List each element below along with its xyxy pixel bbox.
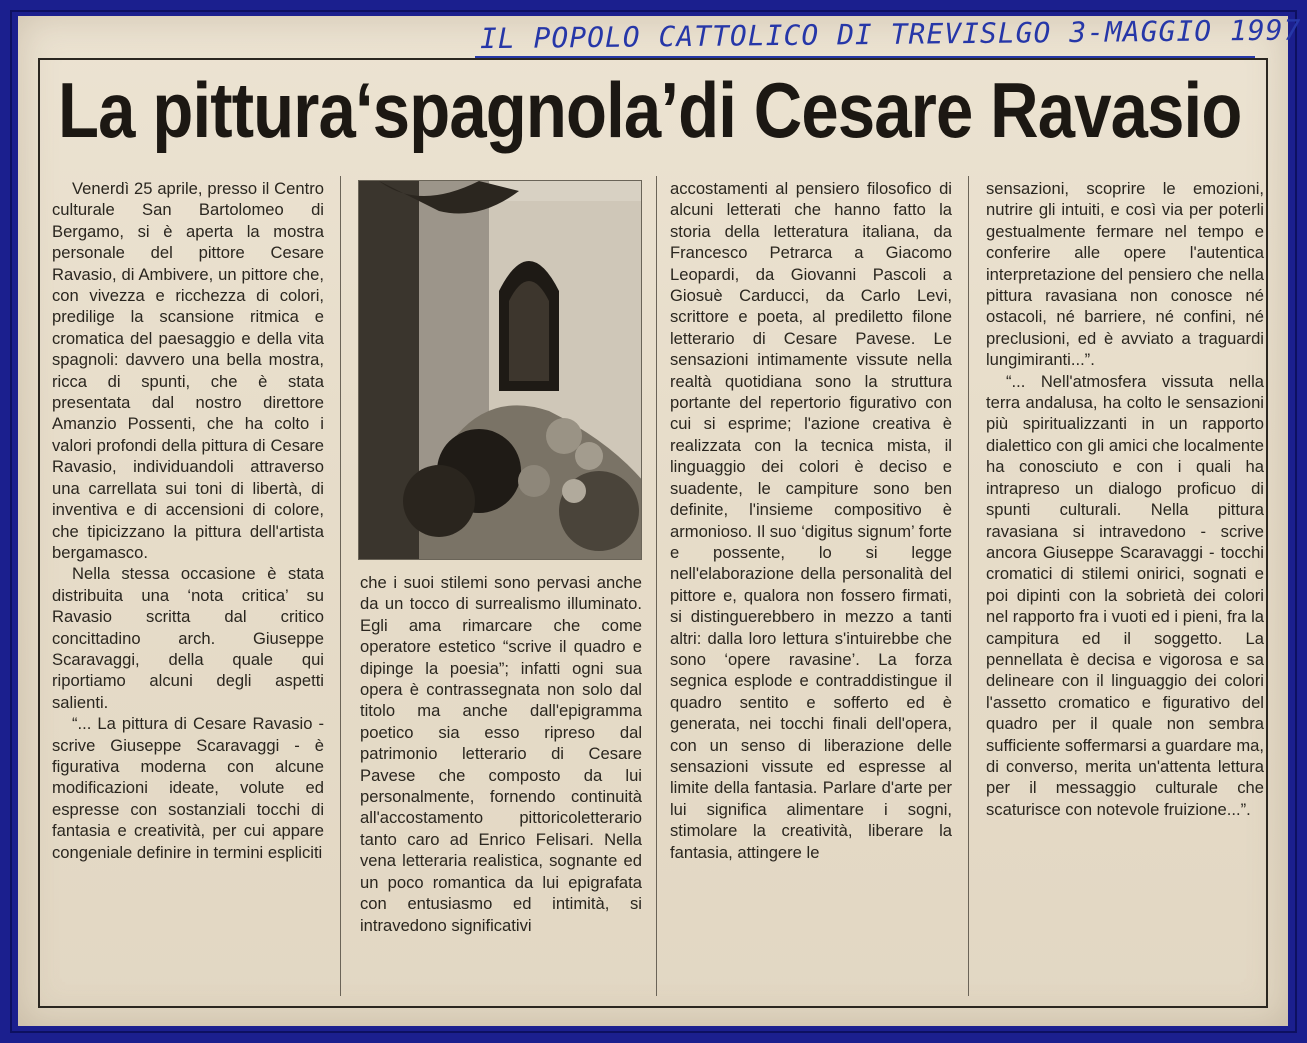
article-headline: La pittura‘spagnola’di Cesare Ravasio xyxy=(58,66,1242,154)
paragraph: “... Nell'atmosfera vissuta nella terra andalusa, ha colto le sensazioni più spiritualizzanti in un rapporto dialettico con gli amici che localmente ha conosciuto e con i quali ha intrapreso un dialogo proficuo di spunti culturali. Nella pittura ravasiana si intravedono - scrive ancora Giuseppe Scaravaggi - tocchi cromatici di stilemi onirici, sognati e poi dipinti con la sobrietà dei colori nel rapporto fra i vuoti ed i pieni, fra la campitura ed il soggetto. La pennellata è decisa e vigorosa e sa delineare con il linguaggio dei colori l'assetto cromatico e figurativo del quadro per il quale non sembra sufficiente soffermarsi a guardare ma, di converso, merita un'attenta lettura per il messaggio culturale che scaturisce con notevole fruizione...”. xyxy=(986,371,1264,819)
column-separator xyxy=(340,176,341,996)
paragraph: “... La pittura di Cesare Ravasio - scrive Giuseppe Scaravaggi - è figurativa moderna con alcune modificazioni ideate, volute ed espresse con sostanziali tocchi di fantasia e creatività, per cui appare congeniale definire in termini espliciti xyxy=(52,714,324,862)
paragraph: Nella stessa occasione è stata distribuita una ‘nota critica’ su Ravasio scritta dal critico concittadino arch. Giuseppe Scaravaggi, della quale qui riportiamo alcuni degli aspetti salienti. xyxy=(52,564,324,712)
article-column-1 xyxy=(52,178,324,863)
column-separator xyxy=(968,176,969,996)
paragraph: accostamenti al pensiero filosofico di alcuni letterati che hanno fatto la storia della letteratura italiana, da Francesco Petrarca a Giacomo Leopardi, da Giovanni Pascoli a Giosuè Carducci, da Carlo Levi, scrittore e poeta, al prediletto filone letterario di Cesare Pavese. Le sensazioni intimamente vissute nella realtà quotidiana sono la struttura portante del repertorio figurativo con cui si esprime; l'azione creativa è realizzata con la tecnica mista, il linguaggio dei colori è deciso e suadente, le campiture sono ben definite, l'insieme compositivo è armonioso. Il suo ‘digitus signum’ forte e possente, lo si legge nell'elaborazione della personalità del pittore e, qualora non fossero firmati, si distinguerebbero in mezzo a tanti altri: dalla loro lettura s'intuirebbe che sono ‘opere ravasine’. La forza segnica esplode e contraddistingue il quadro sentito e sofferto ed è generata, nei tocchi finali dell'opera, con un senso di liberazione delle sensazioni vissute ed espresse al limite della fantasia. Parlare d'arte per lui significa alimentare i sogni, stimolare la creatività, liberare la fantasia, attingere le xyxy=(670,179,952,862)
paragraph: Venerdì 25 aprile, presso il Centro culturale San Bartolomeo di Bergamo, si è aperta la mostra personale del pittore Cesare Ravasio, di Ambivere, un pittore che, con vivezza e ricchezza di colori, predilige la scansione ritmica e cromatica del paesaggio e della vita spagnoli: davvero una bella mostra, ricca di spunti, che è stata presentata dal nostro direttore Amanzio Possenti, che ha colto i valori profondi della pittura di Cesare Ravasio, individuandoli attraverso una carrellata sui toni di libertà, di inventiva e di accensioni di colore, che tipicizzano la pittura dell'artista bergamasco. xyxy=(52,179,324,562)
article-column-2 xyxy=(360,572,642,936)
paragraph: sensazioni, scoprire le emozioni, nutrire gli intuiti, e così via per poterli gestualmente fermare nel tempo e conferire alle opere l'autentica interpretazione del pensiero che nella pittura ravasiana non conosce né ostacoli, né barriere, né confini, né preclusioni, ed è avviato a traguardi lungimiranti...”. xyxy=(986,179,1264,370)
article-column-3 xyxy=(670,178,952,863)
column-separator xyxy=(656,176,657,996)
painting-illustration xyxy=(359,181,642,560)
paragraph: che i suoi stilemi sono pervasi anche da un tocco di surrealismo illuminato. Egli ama rimarcare che come operatore estetico “scrive il quadro e dipinge la poesia”; infatti ogni sua opera è contrassegnata non solo dal titolo ma anche dall'epigramma poetico sia esso ripreso dal patrimonio letterario di Cesare Pavese che composto da lui personalmente, fornendo continuità all'accostamento pittoricoletterario tanto caro ad Enrico Felisari. Nella vena letteraria realistica, sognante ed un poco romantica da lui epigrafata con entusiasmo ed intimità, si intravedono significativi xyxy=(360,573,642,935)
handwritten-source-note: IL POPOLO CATTOLICO DI TREVISLGO 3-MAGGIO 1997 xyxy=(479,13,1302,56)
article-column-4 xyxy=(986,178,1264,820)
painting-photo xyxy=(358,180,642,560)
